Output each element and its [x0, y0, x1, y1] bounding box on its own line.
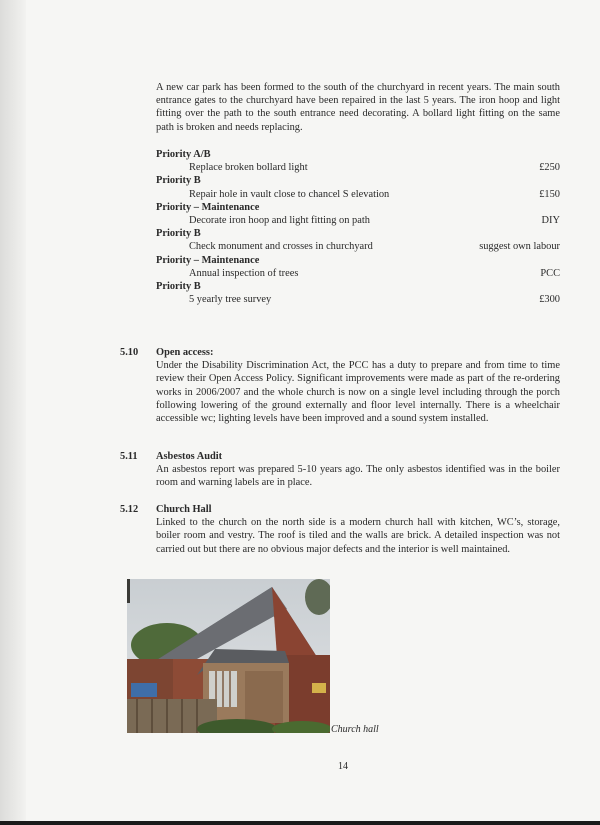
page-bottom-edge: [0, 821, 600, 825]
section-content: [156, 450, 560, 490]
priority-block: [156, 254, 560, 280]
section-text: Under the Disability Discrimination Act, the PCC has a duty to prepare and from time to time review their Open Access Policy. Significant improvements were made as part of the re-ordering works in 2006/2007 and the whole church is now on a single level including through the porch following lowering of the ground externally and floor level internally. There is a wheelchair accessible wc; lighting levels have been improved and a sound system installed.: [156, 360, 560, 425]
priority-block: [156, 201, 560, 227]
intro-paragraph: A new car park has been formed to the south of the churchyard in recent years. The main south entrance gates to the churchyard have been repaired in the last 5 years. The iron hoop and light fitting over the path to the south entrance need decorating. A bollard light fitting on the same path is broken and needs replacing.: [156, 82, 560, 133]
priority-heading: Priority B: [156, 280, 201, 292]
section-content: [156, 503, 560, 556]
priority-list: [156, 148, 560, 306]
priority-block: [156, 148, 560, 174]
priority-item: Decorate iron hoop and light fitting on path: [189, 214, 370, 226]
section-title: Open access:: [156, 347, 214, 358]
priority-item: Check monument and crosses in churchyard: [189, 241, 373, 253]
priority-row: [156, 267, 560, 280]
section-number: 5.12: [120, 504, 139, 515]
priority-row: [156, 293, 560, 306]
page-left-shadow: [0, 0, 26, 825]
photo-caption: Church hall: [331, 724, 379, 735]
priority-heading: Priority – Maintenance: [156, 254, 260, 266]
section-number: 5.11: [120, 451, 138, 462]
priority-block: [156, 174, 560, 200]
section-title: Asbestos Audit: [156, 451, 223, 462]
priority-cost: PCC: [540, 267, 560, 279]
priority-heading: Priority B: [156, 228, 201, 240]
section-title: Church Hall: [156, 504, 212, 515]
priority-row: [156, 161, 560, 174]
section-content: [156, 346, 560, 425]
priority-block: [156, 227, 560, 253]
priority-block: [156, 280, 560, 306]
section-text: Linked to the church on the north side is a modern church hall with kitchen, WC’s, storage, boiler room and vestry. The roof is tiled and the walls are brick. A detailed inspection was not carried out but there are no obvious major defects and the interior is well maintained.: [156, 517, 560, 555]
priority-item: Annual inspection of trees: [189, 267, 299, 279]
priority-row: [156, 188, 560, 201]
church-hall-photo: [127, 579, 330, 733]
priority-cost: DIY: [541, 214, 560, 226]
priority-row: [156, 214, 560, 227]
priority-cost: suggest own labour: [479, 241, 560, 253]
priority-row: [156, 240, 560, 253]
priority-heading: Priority B: [156, 175, 201, 187]
section-text: An asbestos report was prepared 5-10 years ago. The only asbestos identified was in the boiler room and warning labels are in place.: [156, 464, 560, 489]
priority-cost: £250: [539, 162, 560, 174]
priority-item: Replace broken bollard light: [189, 162, 308, 174]
section-number: 5.10: [120, 347, 139, 358]
priority-heading: Priority – Maintenance: [156, 201, 260, 213]
page-number: 14: [338, 761, 348, 772]
priority-cost: £150: [539, 188, 560, 200]
priority-heading: Priority A/B: [156, 149, 211, 160]
priority-item: Repair hole in vault close to chancel S elevation: [189, 188, 390, 200]
priority-cost: £300: [539, 294, 560, 306]
priority-item: 5 yearly tree survey: [189, 294, 272, 306]
